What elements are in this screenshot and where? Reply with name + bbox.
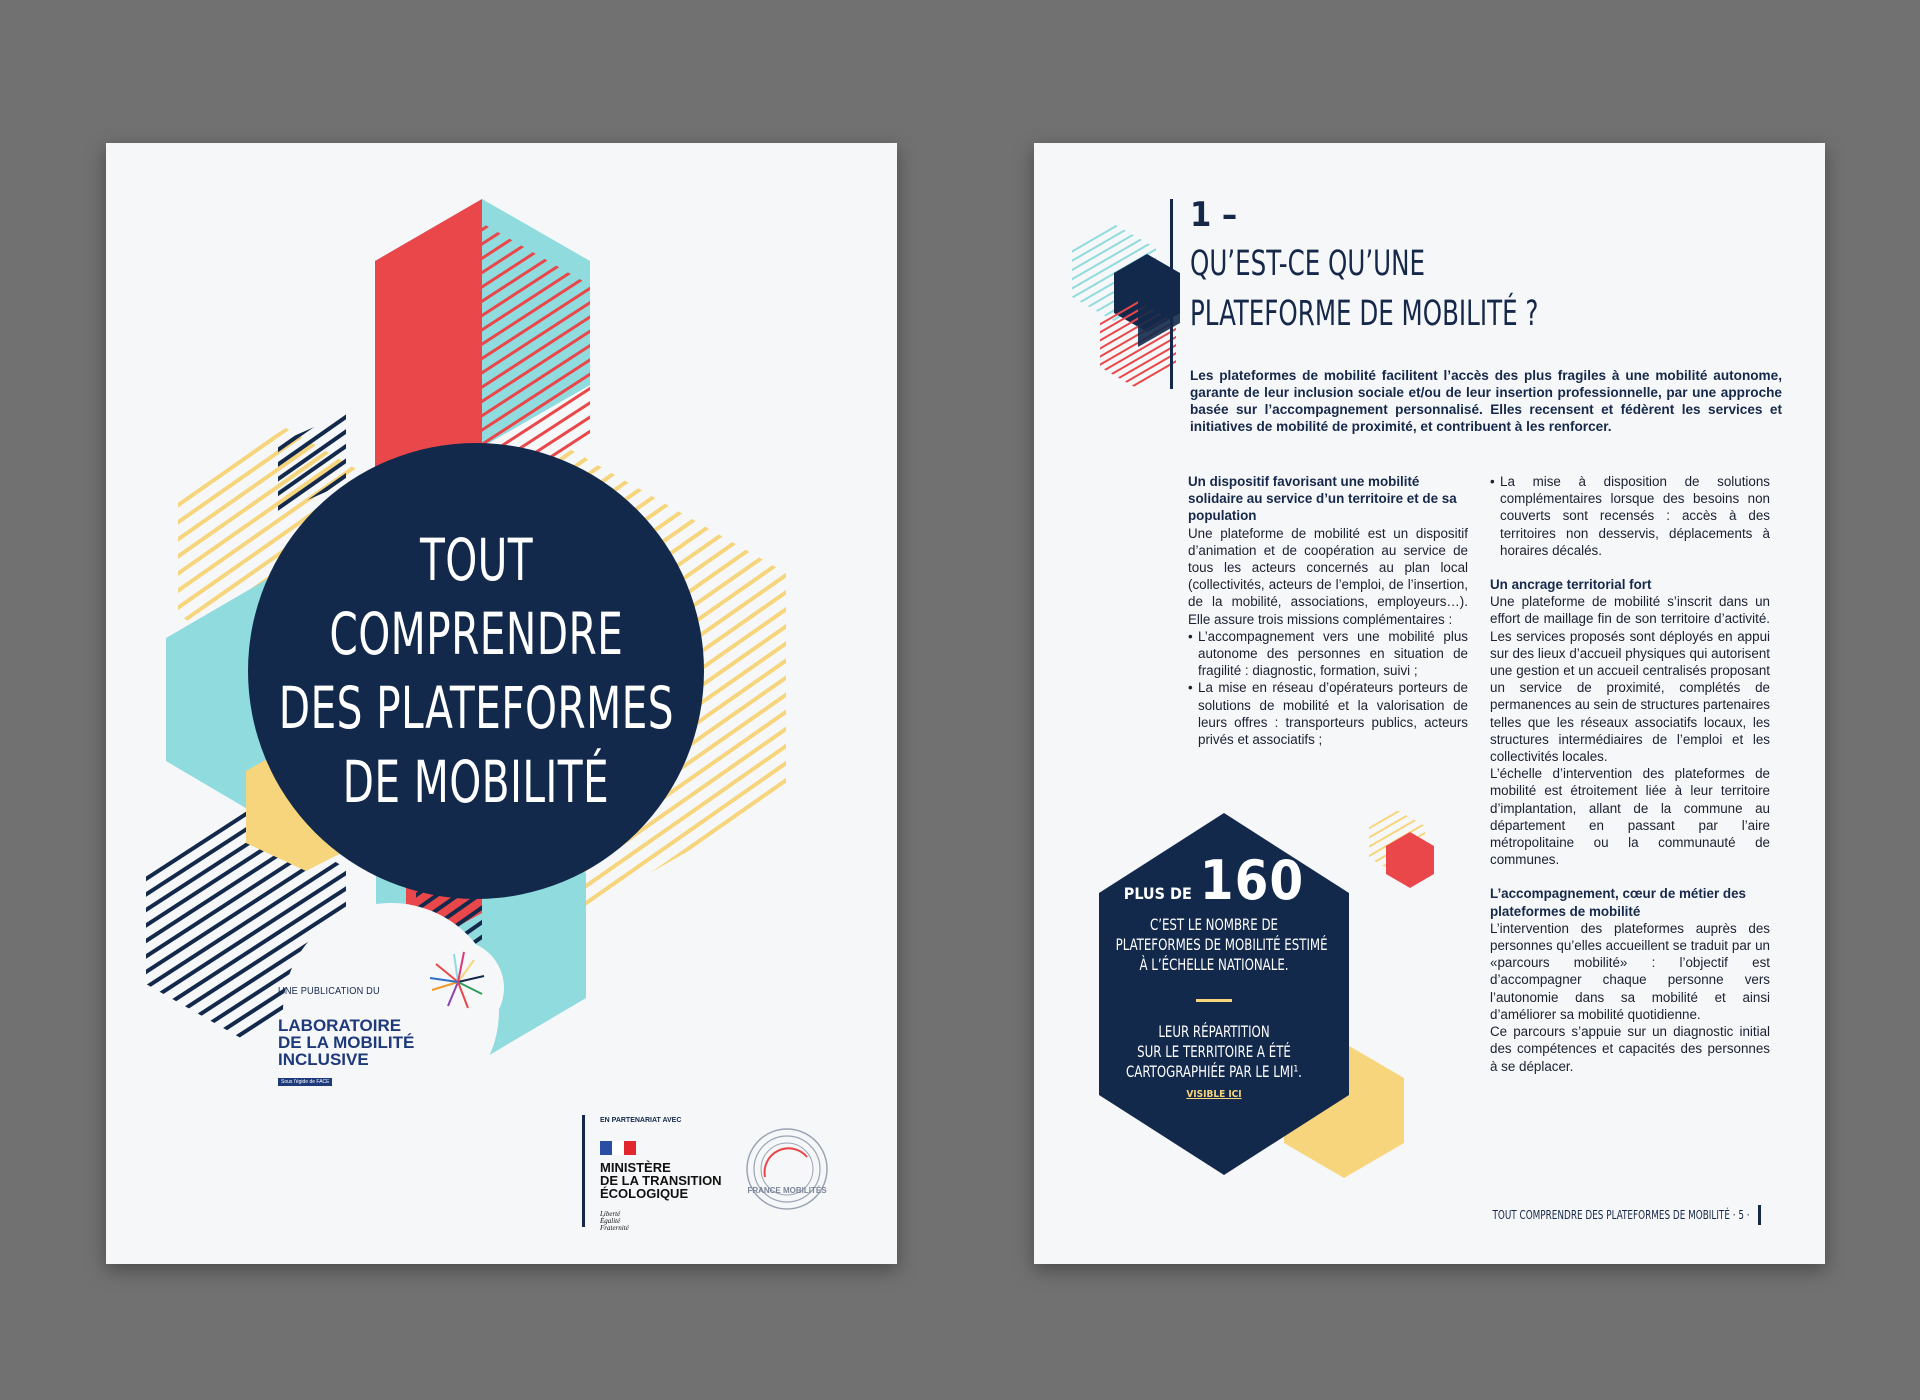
page-footer [1436, 1205, 1761, 1225]
publisher-tagline: Sous l'égide de FACE [278, 1078, 332, 1086]
publisher-name-line: DE LA MOBILITÉ [278, 1033, 415, 1052]
partners-block [582, 1115, 882, 1232]
brochure-inner-page [1034, 143, 1825, 1264]
stat-distribution-line: CARTOGRAPHIÉE PAR LE LMI¹. [1126, 1062, 1302, 1081]
section-heading: L’accompagnement, cœur de métier des plateformes de mobilité [1490, 886, 1746, 919]
text-column-right [1490, 473, 1770, 1075]
body-paragraph: Une plateforme de mobilité est un dispositif d’animation et de coopération au service de tous les acteurs concernés au plan local (collectivités, acteurs de l’emploi, de l’insertion, de la mobilité, associations, employeurs…). Elle assure trois missions complémentaires : [1188, 525, 1468, 627]
republic-motto [600, 1211, 629, 1232]
publisher-block [278, 986, 468, 1087]
chapter-title [1190, 239, 1637, 339]
cover-title [276, 461, 676, 881]
list-item: • La mise en réseau d’opérateurs porteurs de solutions de mobilité et la valorisation de leurs offres : transporteurs publics, acteurs privés et associatifs ; [1188, 679, 1468, 748]
marianne-flag-icon [600, 1141, 636, 1155]
partners-divider [582, 1115, 585, 1227]
body-paragraph: L’échelle d’intervention des plateformes de mobilité est étroitement liée à leur territoire d’implantation, allant de la commune au département en passant par l’aire métropolitaine ou la communauté de communes. [1490, 766, 1770, 868]
text-column-left [1188, 473, 1468, 748]
footer-bar [1758, 1205, 1761, 1225]
publisher-name [278, 1017, 468, 1068]
chapter-number: 1 – [1190, 195, 1238, 235]
stat-callout-text [1094, 849, 1334, 1101]
motto-line: Égalité [600, 1217, 621, 1225]
chapter-heading-bar [1170, 199, 1173, 389]
section-heading: Un dispositif favorisant une mobilité solidaire au service d’un territoire et de sa population [1188, 474, 1457, 524]
stat-prefix: PLUS DE [1123, 884, 1192, 903]
lead-paragraph: Les plateformes de mobilité facilitent l’accès des plus fragiles à une mobilité autonome, garante de leur inclusion sociale et/ou de leur insertion professionnelle, par une approche basée sur l’accompagnement personnalisé. Elles recensent et fédèrent les services et initiatives de mobilité de proximité, et contribuent à les renforcer. [1190, 367, 1782, 434]
ministry-name-line: DE LA TRANSITION [600, 1173, 722, 1188]
stat-distribution-line: LEUR RÉPARTITION [1158, 1022, 1270, 1041]
france-mobilites-logo-text: FRANCE MOBILITÉS [747, 1186, 827, 1195]
ministry-name [600, 1161, 722, 1200]
stat-description-line: C’EST LE NOMBRE DE [1149, 915, 1279, 934]
chapter-title-line: PLATEFORME DE MOBILITÉ ? [1190, 294, 1539, 334]
france-mobilites-logo-icon [745, 1127, 829, 1211]
publication-intro: UNE PUBLICATION DU [278, 986, 380, 997]
stat-distribution-line: SUR LE TERRITOIRE A ÉTÉ [1137, 1042, 1291, 1061]
stat-distribution-text [1094, 1022, 1334, 1082]
map-link[interactable]: VISIBLE ICI [1186, 1089, 1242, 1100]
cover-title-line: TOUT [419, 526, 533, 594]
stat-description-line: À L’ÉCHELLE NATIONALE. [1139, 955, 1289, 974]
body-paragraph: Une plateforme de mobilité s’inscrit dans un effort de maillage fin de son territoire d’activité. Les services proposés sont déployés en appui sur des lieux d’accueil physiques qui autorisent une gestion et un accueil centralisés proposant un service de proximité, complétés de permanences au sein de structures partenaires telles que les réseaux associatifs locaux, les structures intermédiaires de l’emploi et les collectivités locales. [1490, 594, 1770, 765]
stat-separator [1196, 999, 1232, 1002]
stat-callout [1094, 803, 1354, 1173]
publisher-name-line: INCLUSIVE [278, 1050, 369, 1069]
chapter-title-line: QU’EST-CE QU’UNE [1190, 244, 1426, 284]
list-item: • L’accompagnement vers une mobilité plus autonome des personnes en situation de fragilité : diagnostic, formation, suivi ; [1188, 628, 1468, 680]
ministry-name-line: MINISTÈRE [600, 1160, 671, 1175]
mission-list-continued [1490, 473, 1770, 559]
cover-title-line: DES PLATEFORMES [278, 674, 674, 742]
ministry-name-line: ÉCOLOGIQUE [600, 1186, 689, 1201]
body-paragraph: Ce parcours s’appuie sur un diagnostic initial des compétences et capacités des personnes à se déplacer. [1490, 1024, 1770, 1074]
partnership-intro: EN PARTENARIAT AVEC [600, 1117, 682, 1124]
cover-title-line: COMPRENDRE [329, 600, 623, 668]
list-item: • La mise à disposition de solutions complémentaires lorsque des besoins non couverts sont recensés : accès à des territoires non desservis, déplacements à horaires décalés. [1490, 473, 1770, 559]
motto-line: Liberté [600, 1210, 621, 1218]
motto-line: Fraternité [600, 1224, 629, 1232]
mission-list [1188, 628, 1468, 748]
stat-description [1094, 915, 1334, 975]
brochure-cover-page [106, 143, 897, 1264]
stat-description-line: PLATEFORMES DE MOBILITÉ ESTIMÉ [1115, 935, 1328, 954]
section-heading: Un ancrage territorial fort [1490, 577, 1652, 593]
footer-text: TOUT COMPRENDRE DES PLATEFORMES DE MOBILITÉ · 5 · [1492, 1208, 1750, 1222]
publisher-name-line: LABORATOIRE [278, 1016, 402, 1035]
body-paragraph: L’intervention des plateformes auprès des personnes qu’elles accueillent se traduit par un «parcours mobilité» : l’objectif est d’accompagner chaque personne vers l’autonomie dans sa mobilité et ainsi d’améliorer sa mobilité quotidienne. [1490, 920, 1770, 1022]
cover-title-line: DE MOBILITÉ [342, 748, 610, 816]
stat-number: 160 [1199, 849, 1305, 912]
